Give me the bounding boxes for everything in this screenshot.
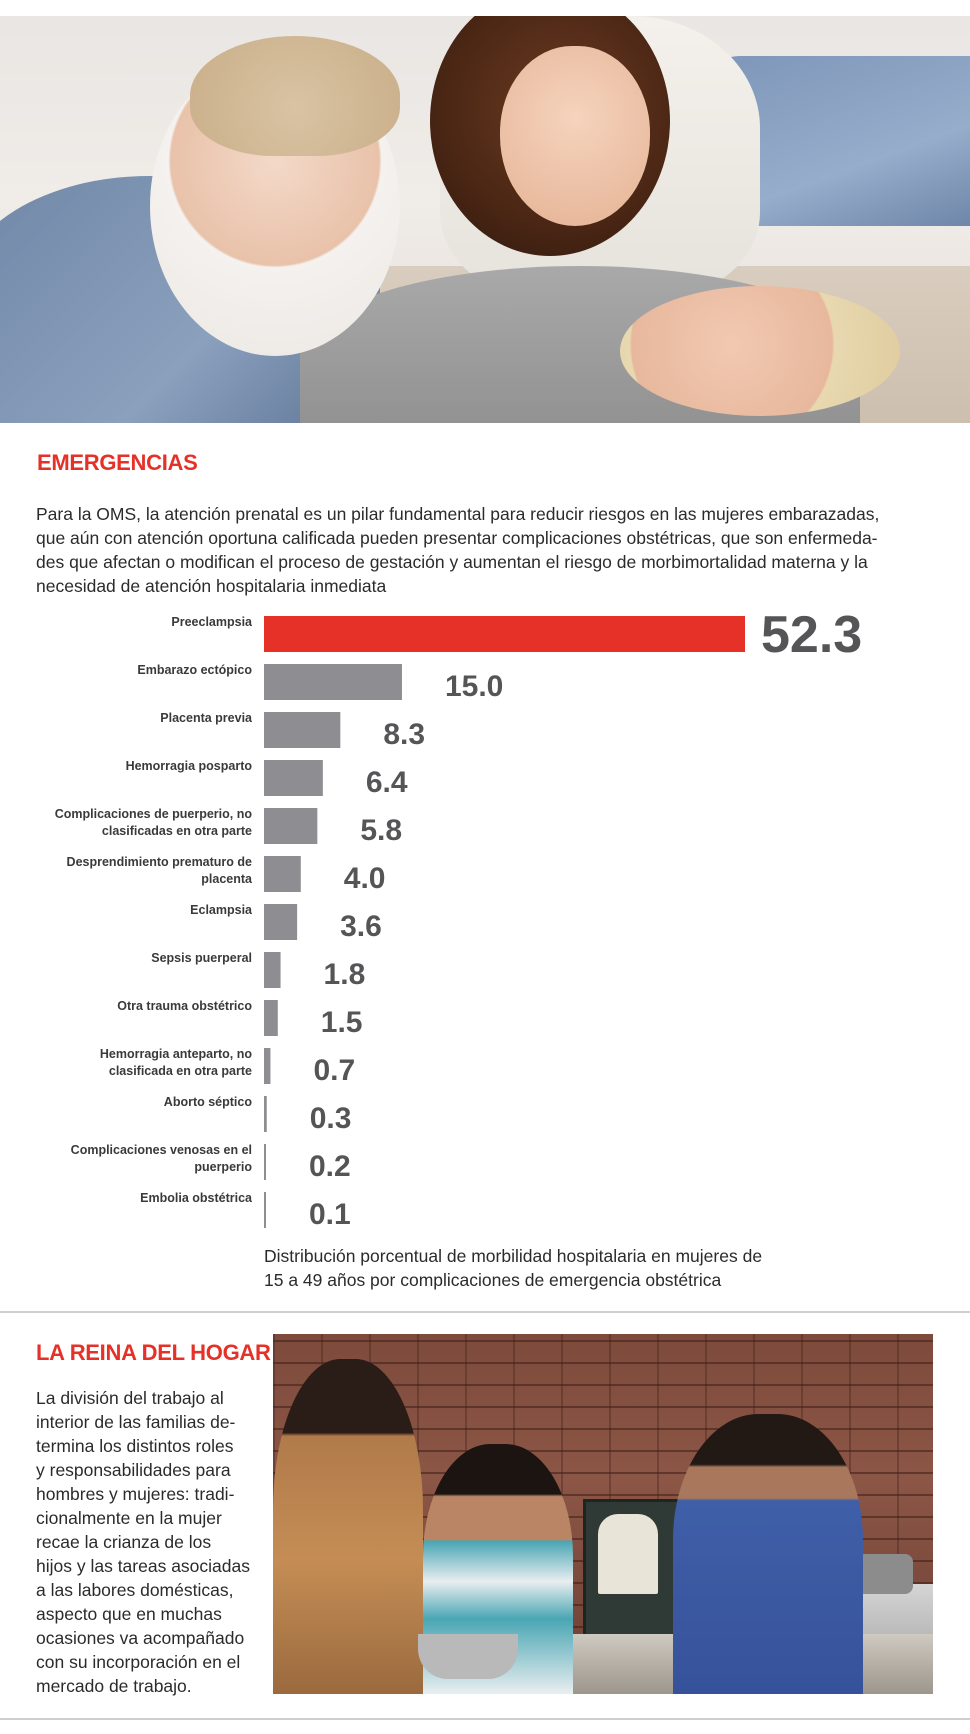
emergencias-intro bbox=[36, 502, 936, 598]
body-line: interior de las familias de- bbox=[36, 1412, 236, 1432]
category-label: Eclampsia bbox=[190, 903, 252, 917]
category-label: Hemorragia anteparto, no clasificada en otra parte bbox=[99, 1047, 252, 1078]
hero-woman-face bbox=[500, 46, 650, 226]
body-line: termina los distintos roles bbox=[36, 1436, 234, 1456]
category-label: Preeclampsia bbox=[171, 615, 252, 629]
hero-photo bbox=[0, 16, 970, 423]
value-label: 4.0 bbox=[343, 862, 386, 895]
bar bbox=[264, 1144, 266, 1180]
body-line: a las labores domésticas, bbox=[36, 1580, 234, 1600]
bar bbox=[264, 856, 301, 892]
body-line: mercado de trabajo. bbox=[36, 1676, 192, 1696]
caption-line: Distribución porcentual de morbilidad hospitalaria en mujeres de bbox=[264, 1246, 763, 1266]
hogar-body bbox=[36, 1386, 266, 1698]
intro-line: Para la OMS, la atención prenatal es un pilar fundamental para reducir riesgos en las mujeres embarazadas, bbox=[36, 504, 880, 524]
value-label: 5.8 bbox=[360, 814, 403, 847]
category-label: Hemorragia posparto bbox=[125, 759, 252, 773]
value-label: 15.0 bbox=[444, 670, 504, 703]
category-label: Aborto séptico bbox=[163, 1095, 252, 1109]
value-label: 3.6 bbox=[340, 910, 382, 943]
bar bbox=[264, 664, 402, 700]
category-label: Otra trauma obstétrico bbox=[117, 999, 252, 1013]
intro-line: necesidad de atención hospitalaria inmediata bbox=[36, 576, 387, 596]
bar bbox=[264, 1192, 266, 1228]
bar bbox=[264, 904, 297, 940]
body-line: ocasiones va acompañado bbox=[36, 1628, 245, 1648]
body-line: cionalmente en la mujer bbox=[36, 1508, 222, 1528]
value-label: 52.3 bbox=[761, 606, 863, 664]
value-label: 1.5 bbox=[320, 1006, 363, 1039]
section-divider bbox=[0, 1311, 970, 1313]
bar bbox=[264, 1000, 278, 1036]
caption-line: 15 a 49 años por complicaciones de emergencia obstétrica bbox=[264, 1270, 722, 1290]
category-label: Placenta previa bbox=[160, 711, 252, 725]
bottom-divider bbox=[0, 1718, 970, 1720]
bar bbox=[264, 1096, 267, 1132]
body-line: recae la crianza de los bbox=[36, 1532, 212, 1552]
category-label: Complicaciones venosas en el puerperio bbox=[70, 1143, 252, 1174]
value-label: 0.7 bbox=[313, 1054, 356, 1087]
hogar-title: LA REINA DEL HOGAR bbox=[36, 1340, 271, 1365]
value-label: 8.3 bbox=[383, 718, 426, 751]
value-label: 6.4 bbox=[365, 766, 408, 799]
category-label: Embarazo ectópico bbox=[137, 663, 252, 677]
cooking-pot bbox=[418, 1634, 518, 1679]
woman-right bbox=[673, 1414, 863, 1694]
bar bbox=[264, 808, 317, 844]
cabinet-door bbox=[598, 1514, 658, 1594]
emergencias-title: EMERGENCIAS bbox=[37, 450, 198, 475]
value-label: 1.8 bbox=[323, 958, 366, 991]
category-label: Desprendimiento prematuro de placenta bbox=[66, 855, 252, 886]
intro-line: que aún con atención oportuna calificada pueden presentar complicaciones obstétricas, que son enfermeda- bbox=[36, 528, 878, 548]
hero-baby-hair bbox=[190, 36, 400, 156]
bar bbox=[264, 712, 340, 748]
value-label: 0.3 bbox=[309, 1102, 352, 1135]
category-label: Complicaciones de puerperio, no clasificadas en otra parte bbox=[54, 807, 252, 838]
value-label: 0.1 bbox=[309, 1198, 351, 1231]
morbidity-bar-chart bbox=[0, 604, 970, 1234]
body-line: y responsabilidades para bbox=[36, 1460, 231, 1480]
body-line: con su incorporación en el bbox=[36, 1652, 241, 1672]
body-line: hijos y las tareas asociadas bbox=[36, 1556, 250, 1576]
intro-line: des que afectan o modifican el proceso de gestación y aumentan el riesgo de morbimortalidad materna y la bbox=[36, 552, 868, 572]
woman-left bbox=[273, 1359, 423, 1694]
category-label: Embolia obstétrica bbox=[140, 1191, 252, 1205]
chart-caption bbox=[264, 1244, 824, 1292]
bar bbox=[264, 1048, 270, 1084]
body-line: hombres y mujeres: tradi- bbox=[36, 1484, 235, 1504]
value-label: 0.2 bbox=[309, 1150, 351, 1183]
body-line: aspecto que en muchas bbox=[36, 1604, 222, 1624]
bar bbox=[264, 760, 323, 796]
category-label: Sepsis puerperal bbox=[151, 951, 252, 965]
kitchen-photo bbox=[273, 1334, 933, 1694]
hero-laughing-child bbox=[620, 286, 900, 416]
bar bbox=[264, 616, 745, 652]
bar bbox=[264, 952, 281, 988]
body-line: La división del trabajo al bbox=[36, 1388, 224, 1408]
